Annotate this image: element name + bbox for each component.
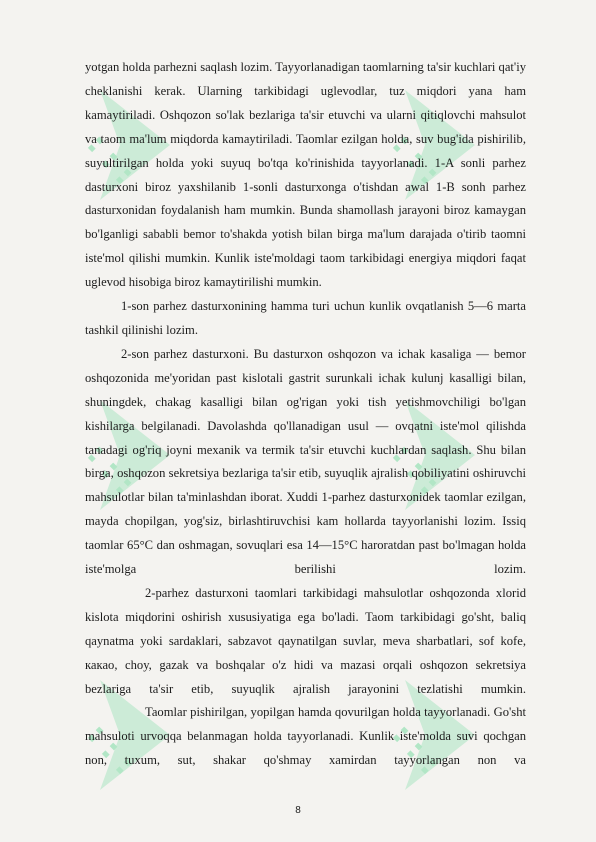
paragraph: 2-parhez dasturxoni taomlari tarkibidagi mahsulotlar oshqozonda xlorid kislota miqdorini oshirish xususiyatiga ega bo'ladi. Taom tarkibidagi go'sht, baliq qaynatma yoki sardaklari, sabzavot qaynatilgan suvlar, meva sharbatlari, sof kofe, какао, choy, gazak va boshqalar o'z hidi va mazasi orqali oshqozon sekretsiya bezlariga ta'sir etib, suyuqlik ajralish jarayonini tezlatishi mumkin. [85, 585, 526, 696]
paragraph: 1-son parhez dasturxonining hamma turi uchun kunlik ovqatlanish 5—6 marta tashkil qilinishi lozim. [85, 299, 526, 337]
body-text [85, 56, 526, 773]
paragraph: yotgan holda parhezni saqlash lozim. Tayyorlanadigan taomlarning ta'sir kuchlari qat'iy cheklanishi kerak. Ularning tarkibidagi uglevodlar, tuz miqdori yana ham kamaytiriladi. Oshqozon so'lak bezlariga ta'sir etuvchi va ularni qitiqlovchi mahsulot va taom ma'lum miqdorda kamaytiriladi. Taomlar ezilgan holda, suv bug'ida pishirilib, suyultirilgan holda yoki suyuq bo'tqa ko'rinishida tayyorlanadi. 1-A sonli parhez dasturxoni biroz yaxshilanib 1-sonli dasturxonga o'tishdan awal 1-B sonh parhez dasturxonidan foydalanish ham mumkin. Bunda shamollash jarayoni biroz kamaygan bo'lganligi sababli bemor to'shakda yotish bilan birga ma'lum darajada o'tirib taomni iste'mol qilishi mumkin. Kunlik iste'moldagi taom tarkibidagi energiya miqdori faqat uglevod hisobiga biroz kamaytirilishi mumkin. [85, 60, 526, 290]
paragraph: Taomlar pishirilgan, yopilgan hamda qovurilgan holda tayyorlanadi. Go'sht mahsuloti urvoqqa belanmagan holda tayyorlanadi. Kunlik iste'molda suvi qochgan non, tuxum, sut, shakar qo'shmay xamirdan tayyorlangan non va [85, 705, 526, 768]
page-number: 8 [295, 805, 301, 816]
paragraph: 2-son parhez dasturxoni. Bu dasturxon oshqozon va ichak kasaliga — bemor oshqozonida me'yoridan past kislotali gastrit surunkali ichak kulunj kasalligi bilan, shuningdek, chakag kasalligi bilan og'rigan yoki tish yetishmovchiligi bo'lgan kishilarga belgilanadi. Davolashda qo'llanadigan usul — ovqatni iste'mol qilishda tanadagi og'riq joyni mexanik va termik ta'sir etuvchi kuchlardan saqlash. Shu bilan birga, oshqozon sekretsiya bezlariga ta'sir etib, suyuqlik ajralish qobiliyatini oshiruvchi mahsulotlar bilan ta'minlashdan iborat. Xuddi 1-parhez dasturxonidek taomlar ezilgan, mayda chopilgan, yog'siz, birlashtiruvchisi kam hollarda tayyorlanishi lozim. Issiq taomlar 65°C dan oshmagan, sovuqlari esa 14—15°C haroratdan past bo'lmagan holda iste'molga berilishi lozim. [85, 346, 526, 577]
